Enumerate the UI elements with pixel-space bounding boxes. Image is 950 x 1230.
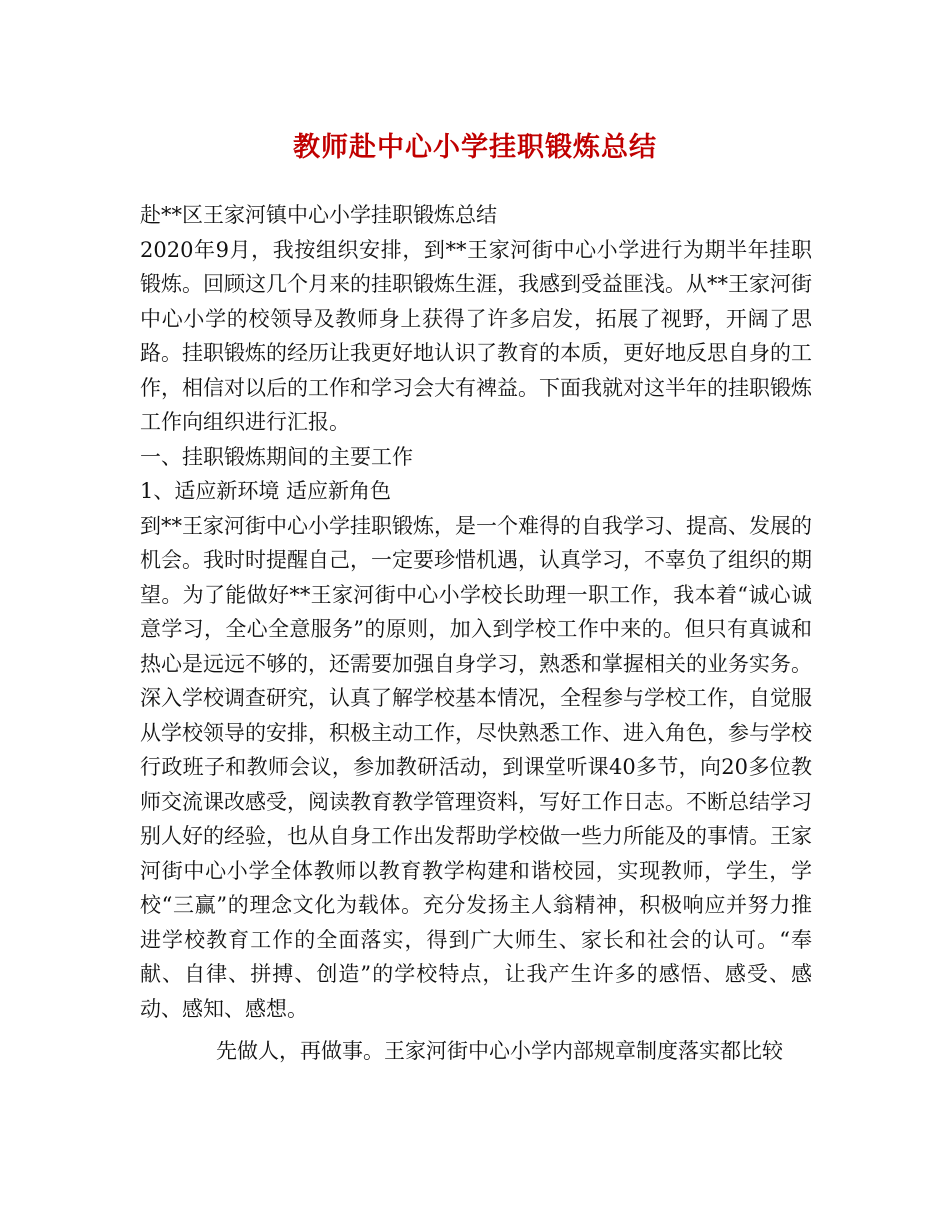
- section-heading: 一、挂职锻炼期间的主要工作: [140, 444, 413, 469]
- paragraph-intro: 2020年9月，我按组织安排，到**王家河街中心小学进行为期半年挂职锻炼。回顾这几个月来的挂职锻炼生涯，我感到受益匪浅。从**王家河街中心小学的校领导及教师身上获得了许多启发，拓展了视野，开阔了思路。挂职锻炼的经历让我更好地认识了教育的本质，更好地反思自身的工作，相信对以后的工作和学习会大有裨益。下面我就对这半年的挂职锻炼工作向组织进行汇报。: [140, 237, 812, 434]
- subsection-heading: 1、适应新环境 适应新角色: [140, 479, 392, 503]
- paragraph-body: 到**王家河街中心小学挂职锻炼，是一个难得的自我学习、提高、发展的机会。我时时提醒自己，一定要珍惜机遇，认真学习，不辜负了组织的期望。为了能做好**王家河街中心小学校长助理一职工作，我本着“诚心诚意学习，全心全意服务”的原则，加入到学校工作中来的。但只有真诚和热心是远远不够的，还需要加强自身学习，熟悉和掌握相关的业务实务。深入学校调查研究，认真了解学校基本情况，全程参与学校工作，自觉服从学校领导的安排，积极主动工作，尽快熟悉工作、进入角色，参与学校行政班子和教师会议，参加教研活动，到课堂听课40多节，向20多位教师交流课改感受，阅读教育教学管理资料，写好工作日志。不断总结学习别人好的经验，也从自身工作出发帮助学校做一些力所能及的事情。王家河街中心小学全体教师以教育教学构建和谐校园，实现教师，学生，学校“三赢”的理念文化为载体。充分发扬主人翁精神，积极响应并努力推进学校教育工作的全面落实，得到广大师生、家长和社会的认可。“奉献、自律、拼搏、创造”的学校特点，让我产生许多的感悟、感受、感动、感知、感想。: [140, 513, 812, 1021]
- paragraph-continued: 先做人，再做事。王家河街中心小学内部规章制度落实都比较: [216, 1039, 783, 1063]
- document-title: 教师赴中心小学挂职锻炼总结: [293, 132, 657, 163]
- document-body: [140, 198, 812, 1069]
- paragraph-subtitle: 赴**区王家河镇中心小学挂职锻炼总结: [140, 203, 497, 227]
